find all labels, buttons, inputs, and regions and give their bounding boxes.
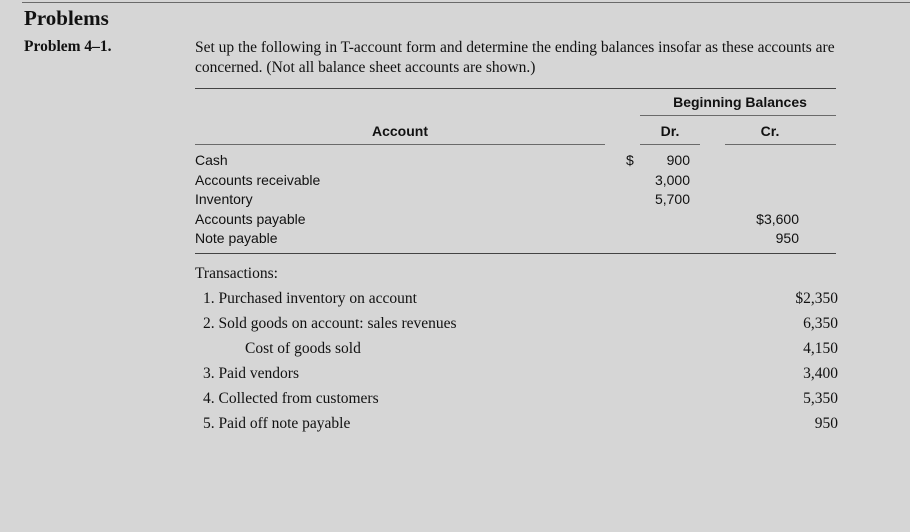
cr-column-header: Cr.	[760, 123, 780, 139]
header-bottom-rule-cr	[725, 144, 836, 145]
transaction-description	[203, 365, 299, 383]
transaction-text: Collected from customers	[218, 390, 379, 407]
transaction-row	[203, 315, 838, 340]
transaction-amount: $2,350	[795, 290, 838, 307]
dr-currency-sign: $	[626, 152, 634, 168]
account-name: Accounts payable	[195, 210, 306, 227]
dr-cell	[626, 229, 690, 249]
cr-amount	[735, 151, 799, 171]
transaction-number: 3.	[203, 365, 215, 382]
table-bottom-rule	[195, 253, 836, 254]
account-name: Accounts receivable	[195, 171, 321, 188]
transaction-row	[203, 415, 838, 440]
transaction-amount: 950	[814, 415, 838, 432]
transaction-text: Paid vendors	[218, 365, 300, 382]
account-name: Inventory	[195, 191, 253, 207]
transactions-title: Transactions:	[195, 265, 278, 282]
cr-amount: 950	[775, 230, 799, 246]
dr-cell	[626, 171, 690, 191]
dr-amount: 3,000	[654, 171, 690, 188]
dr-amount: 5,700	[654, 191, 690, 207]
transaction-amount: 4,150	[803, 340, 838, 357]
dr-cell	[626, 210, 690, 230]
table-top-rule	[195, 88, 836, 89]
header-bottom-rule-dr	[640, 144, 700, 145]
transaction-amount: 6,350	[803, 315, 838, 332]
account-name: Note payable	[195, 230, 278, 246]
dr-cell	[626, 151, 690, 171]
transaction-description	[203, 290, 417, 308]
dr-cell	[626, 190, 690, 210]
dr-column-header: Dr.	[660, 123, 680, 139]
cr-amount: $3,600	[756, 210, 799, 227]
group-header-rule	[640, 115, 836, 116]
account-name: Cash	[195, 152, 228, 168]
transaction-number: 5.	[203, 415, 215, 432]
transaction-text: Cost of goods sold	[245, 340, 361, 357]
section-title: Problems	[24, 6, 109, 30]
transaction-description	[203, 340, 361, 358]
problem-instructions: Set up the following in T-account form and determine the ending balances insofar as these accounts are concerned. (Not all balance sheet accounts are shown.)	[195, 39, 835, 76]
transaction-text: Paid off note payable	[218, 415, 351, 432]
transaction-description	[203, 415, 350, 433]
account-column-header: Account	[372, 123, 428, 139]
cr-values	[735, 151, 799, 249]
transaction-description	[203, 315, 457, 333]
dr-amount: 900	[666, 152, 690, 168]
transaction-row	[203, 390, 838, 415]
transaction-number: 4.	[203, 390, 215, 407]
top-rule	[22, 2, 910, 3]
transaction-amount: 3,400	[803, 365, 838, 382]
cr-amount	[735, 190, 799, 210]
problem-label: Problem 4–1.	[24, 38, 112, 55]
cr-amount	[735, 171, 799, 191]
transaction-amount: 5,350	[803, 390, 838, 407]
transaction-text: Sold goods on account: sales revenues	[218, 315, 457, 332]
transactions-list	[203, 290, 838, 440]
transaction-number: 1.	[203, 290, 215, 307]
transaction-number: 2.	[203, 315, 215, 332]
transaction-row	[203, 290, 838, 315]
beginning-balances-header: Beginning Balances	[673, 94, 807, 110]
header-bottom-rule	[195, 144, 605, 145]
transaction-row	[203, 365, 838, 390]
account-names	[195, 151, 320, 249]
transaction-row	[203, 340, 838, 365]
transaction-text: Purchased inventory on account	[218, 290, 417, 307]
transaction-description	[203, 390, 379, 408]
dr-values	[626, 151, 690, 249]
